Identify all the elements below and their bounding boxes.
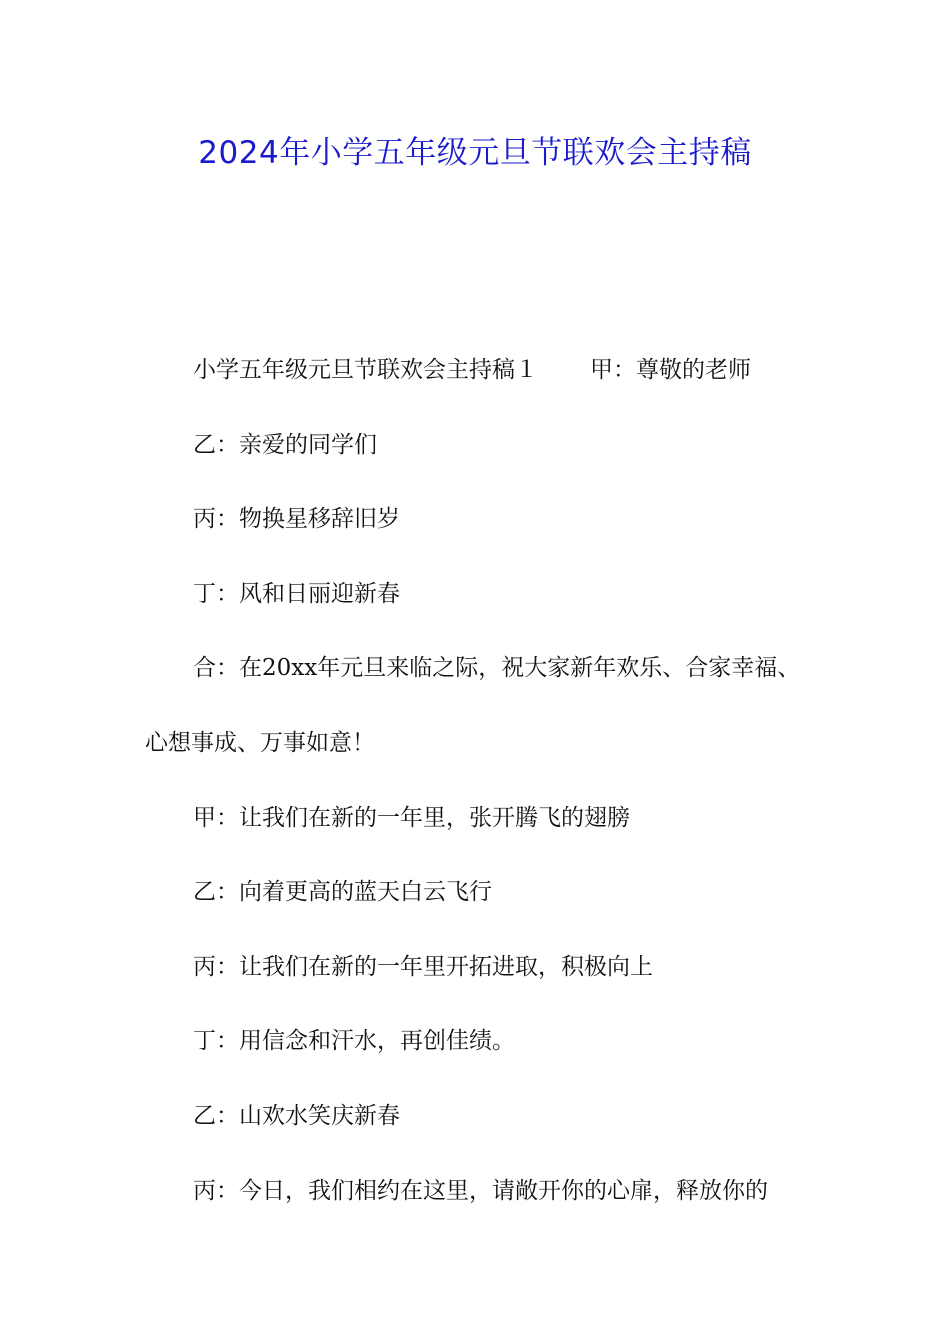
dialogue-line: 丙：物换星移辞旧岁 <box>193 506 400 533</box>
document-title: 2024年小学五年级元旦节联欢会主持稿 <box>198 135 752 171</box>
document-body <box>145 333 825 1228</box>
dialogue-line: 甲：让我们在新的一年里，张开腾飞的翅膀 <box>193 804 630 831</box>
dialogue-line: 丙：让我们在新的一年里开拓进取，积极向上 <box>193 953 653 980</box>
paragraph-1 <box>145 333 825 408</box>
dialogue-line: 甲：尊敬的老师 <box>590 357 751 383</box>
dialogue-line: 乙：山欢水笑庆新春 <box>193 1102 400 1129</box>
dialogue-line: 乙：向着更高的蓝天白云飞行 <box>193 879 492 906</box>
dialogue-line: 乙：亲爱的同学们 <box>193 431 377 458</box>
dialogue-line: 丁：风和日丽迎新春 <box>193 580 400 607</box>
dialogue-line: 丁：用信念和汗水，再创佳绩。 <box>193 1028 515 1055</box>
dialogue-line: 丙：今日，我们相约在这里，请敞开你的心扉，释放你的 <box>193 1177 768 1204</box>
dialogue-line: 合：在20xx年元旦来临之际，祝大家新年欢乐、合家幸福、 <box>193 655 801 682</box>
section-heading: 小学五年级元旦节联欢会主持稿１ <box>193 357 538 383</box>
dialogue-line-continuation: 心想事成、万事如意！ <box>145 729 375 756</box>
